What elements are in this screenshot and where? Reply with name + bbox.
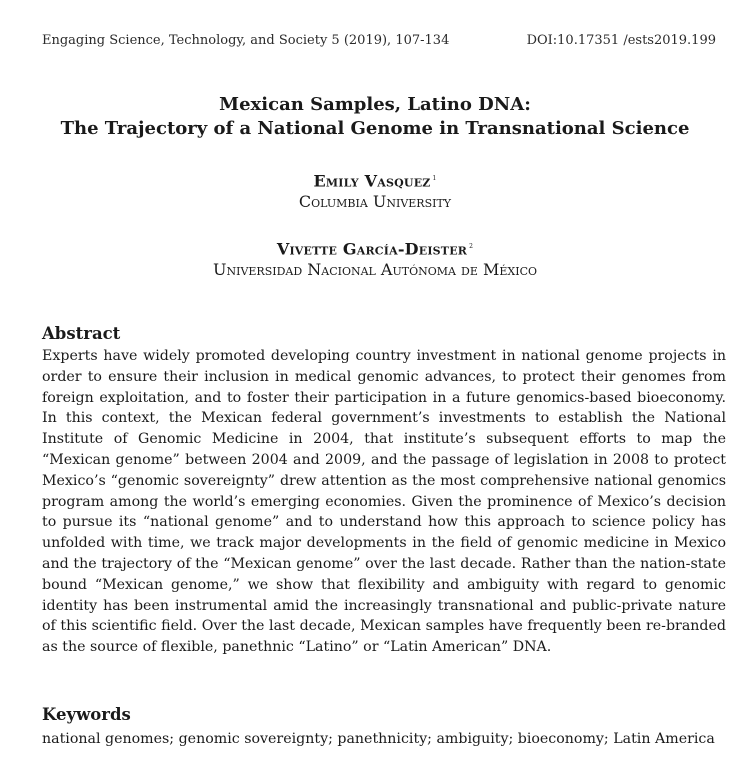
journal-citation: Engaging Science, Technology, and Society 5 (2019), 107-134 xyxy=(42,33,450,48)
author-name-text: Vivette García-Deister xyxy=(276,239,468,259)
author-name-text: Emily Vasquez xyxy=(313,171,431,191)
title-line-2: The Trajectory of a National Genome in Transnational Science xyxy=(60,118,690,139)
abstract-heading: Abstract xyxy=(42,324,121,343)
abstract-body: Experts have widely promoted developing country investment in national genome projects in order to ensure their inclusion in medical genomic advances, to protect their genomes from foreign exploitation, and to foster their participation in a future genomics-based bioeconomy. In this context, the Mexican federal government’s investments to establish the National Institute of Genomic Medicine in 2004, that institute’s subsequent efforts to map the “Mexican genome” between 2004 and 2009, and the passage of legislation in 2008 to protect Mexico’s “genomic sovereignty” drew attention as the most comprehensive national genomics program among the world’s emerging economies. Given the prominence of Mexico’s decision to pursue its “national genome” and to understand how this approach to science policy has unfolded with time, we track major developments in the field of genomic medicine in Mexico and the trajectory of the “Mexican genome” over the last decade. Rather than the nation-state bound “Mexican genome,” we show that flexibility and ambiguity with regard to genomic identity has been instrumental amid the increasingly transnational and public-private nature of this scientific field. Over the last decade, Mexican samples have frequently been re-branded as the source of flexible, panethnic “Latino” or “Latin American” DNA. xyxy=(42,348,726,656)
author-affiliation: Universidad Nacional Autónoma de México xyxy=(212,260,538,280)
author-block-2 xyxy=(0,236,750,281)
author-affiliation: Columbia University xyxy=(298,192,452,212)
author-block-1 xyxy=(0,168,750,213)
keywords-heading: Keywords xyxy=(42,705,131,724)
affiliation-mark: 1 xyxy=(432,175,437,182)
keywords-body: national genomes; genomic sovereignty; panethnicity; ambiguity; bioeconomy; Latin America xyxy=(42,731,715,747)
author-name xyxy=(0,168,750,191)
author-name xyxy=(0,236,750,259)
title-line-1: Mexican Samples, Latino DNA: xyxy=(219,94,531,115)
paper-title xyxy=(0,93,750,141)
doi-label: DOI:10.17351 /ests2019.199 xyxy=(526,33,716,48)
affiliation-mark: 2 xyxy=(469,243,474,250)
running-head xyxy=(42,33,716,48)
